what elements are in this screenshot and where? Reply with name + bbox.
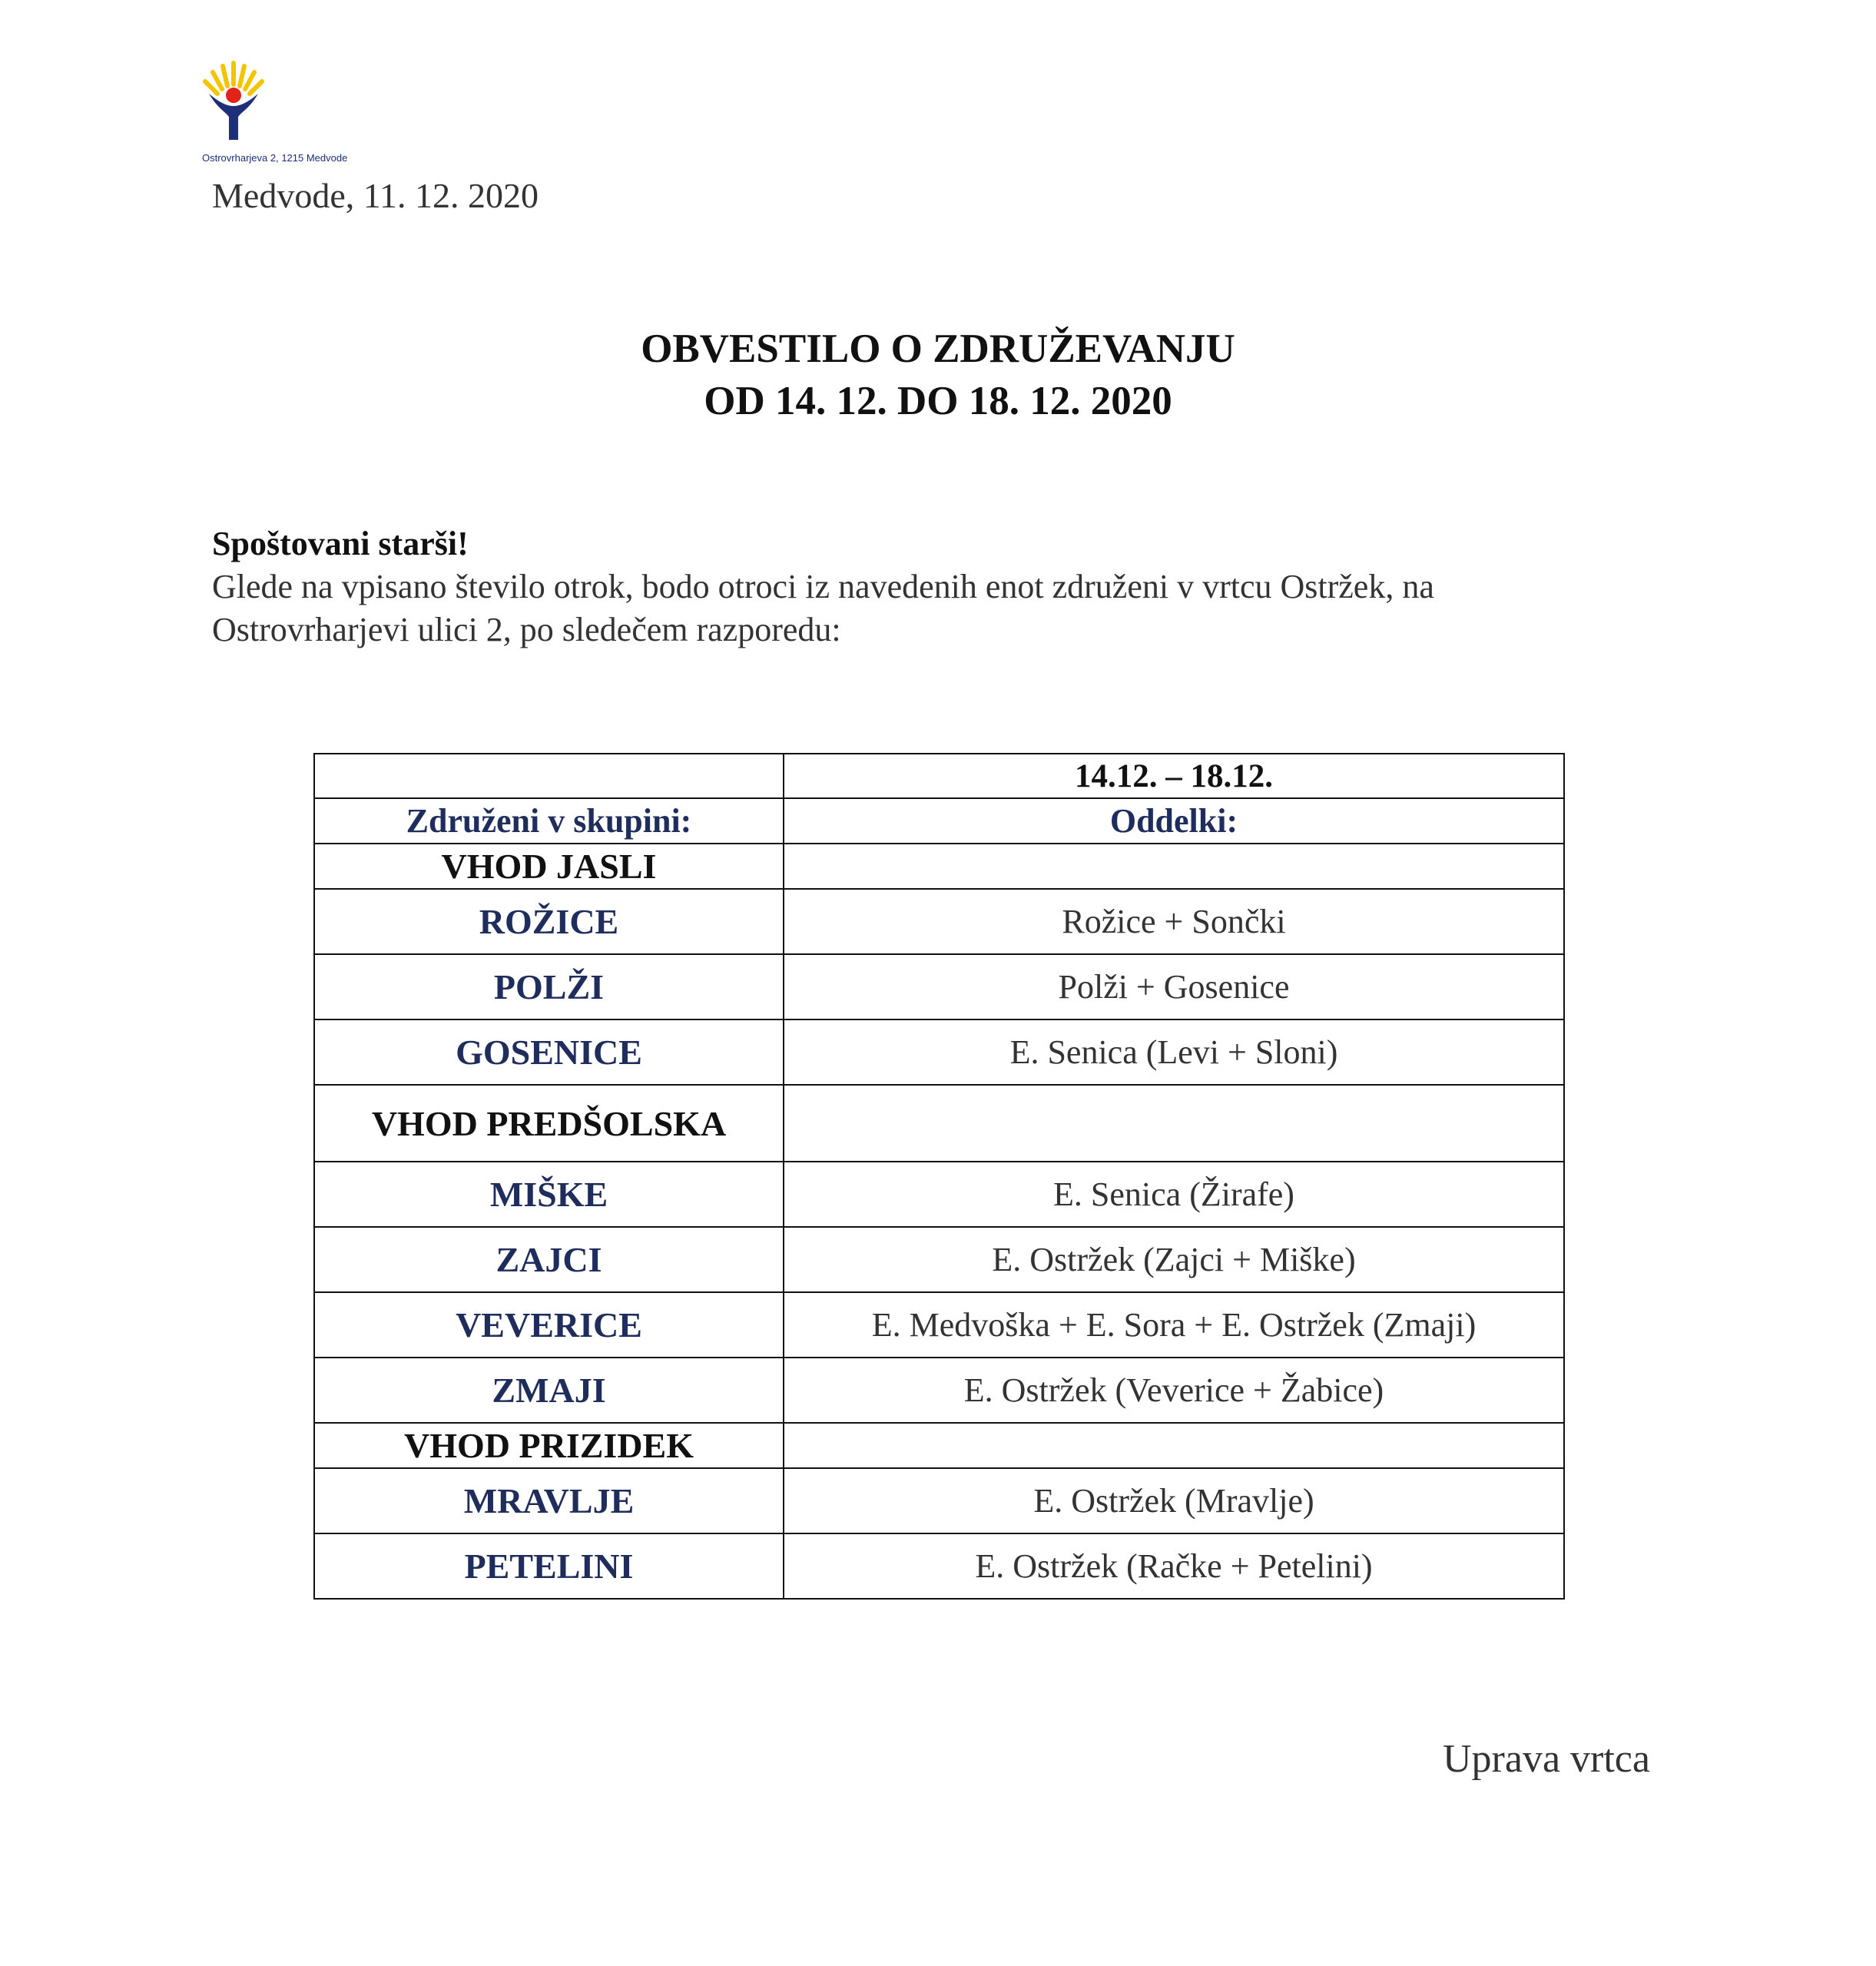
units-cell: E. Ostržek (Zajci + Miške) [784,1227,1564,1292]
column-header-units: Oddelki: [784,798,1564,844]
table-row [314,889,1564,954]
table-date-row [314,754,1564,798]
group-name: GOSENICE [314,1019,784,1085]
table-row [314,1292,1564,1358]
entrance-row [314,1085,1564,1162]
units-cell: E. Ostržek (Veverice + Žabice) [784,1358,1564,1423]
table-row [314,1019,1564,1085]
group-name: VEVERICE [314,1292,784,1358]
units-cell: Rožice + Sončki [784,889,1564,954]
table-row [314,1468,1564,1533]
table-row [314,1533,1564,1599]
units-cell [784,1085,1564,1162]
column-header-group: Združeni v skupini: [314,798,784,844]
date-range: 14.12. – 18.12. [784,754,1564,798]
group-name: POLŽI [314,954,784,1019]
entrance-label: VHOD JASLI [314,844,784,889]
entrance-label: VHOD PREDŠOLSKA [314,1085,784,1162]
units-cell: E. Ostržek (Mravlje) [784,1468,1564,1533]
greeting: Spoštovani starši! [212,525,469,562]
units-cell [784,1423,1564,1468]
group-name: ZMAJI [314,1358,784,1423]
units-cell [784,844,1564,889]
table-header-row [314,798,1564,844]
entrance-label: VHOD PRIZIDEK [314,1423,784,1468]
units-cell: Polži + Gosenice [784,954,1564,1019]
group-name: ROŽICE [314,889,784,954]
group-name: PETELINI [314,1533,784,1599]
table-row [314,1227,1564,1292]
units-cell: E. Senica (Žirafe) [784,1162,1564,1227]
intro-paragraph: Glede na vpisano število otrok, bodo otroci iz navedenih enot združeni v vrtcu Ostržek, na Ostrovrharjevi ulici 2, po sledečem razporedu: [212,568,1434,648]
table-row [314,1358,1564,1423]
units-cell: E. Senica (Levi + Sloni) [784,1019,1564,1085]
place-date: Medvode, 11. 12. 2020 [212,176,539,215]
group-name: MRAVLJE [314,1468,784,1533]
merging-schedule-table [313,753,1565,1600]
date-cell-empty [314,754,784,798]
signature: Uprava vrtca [1443,1737,1650,1781]
logo-address: Ostrovrharjeva 2, 1215 Medvode [202,152,348,164]
units-cell: E. Ostržek (Račke + Petelini) [784,1533,1564,1599]
units-cell: E. Medvoška + E. Sora + E. Ostržek (Zmaji) [784,1292,1564,1358]
notice-title: OBVESTILO O ZDRUŽEVANJU [641,327,1235,371]
group-name: MIŠKE [314,1162,784,1227]
notice-period: OD 14. 12. DO 18. 12. 2020 [704,379,1172,423]
entrance-row [314,1423,1564,1468]
entrance-row [314,844,1564,889]
table-row [314,954,1564,1019]
table-row [314,1162,1564,1227]
group-name: ZAJCI [314,1227,784,1292]
